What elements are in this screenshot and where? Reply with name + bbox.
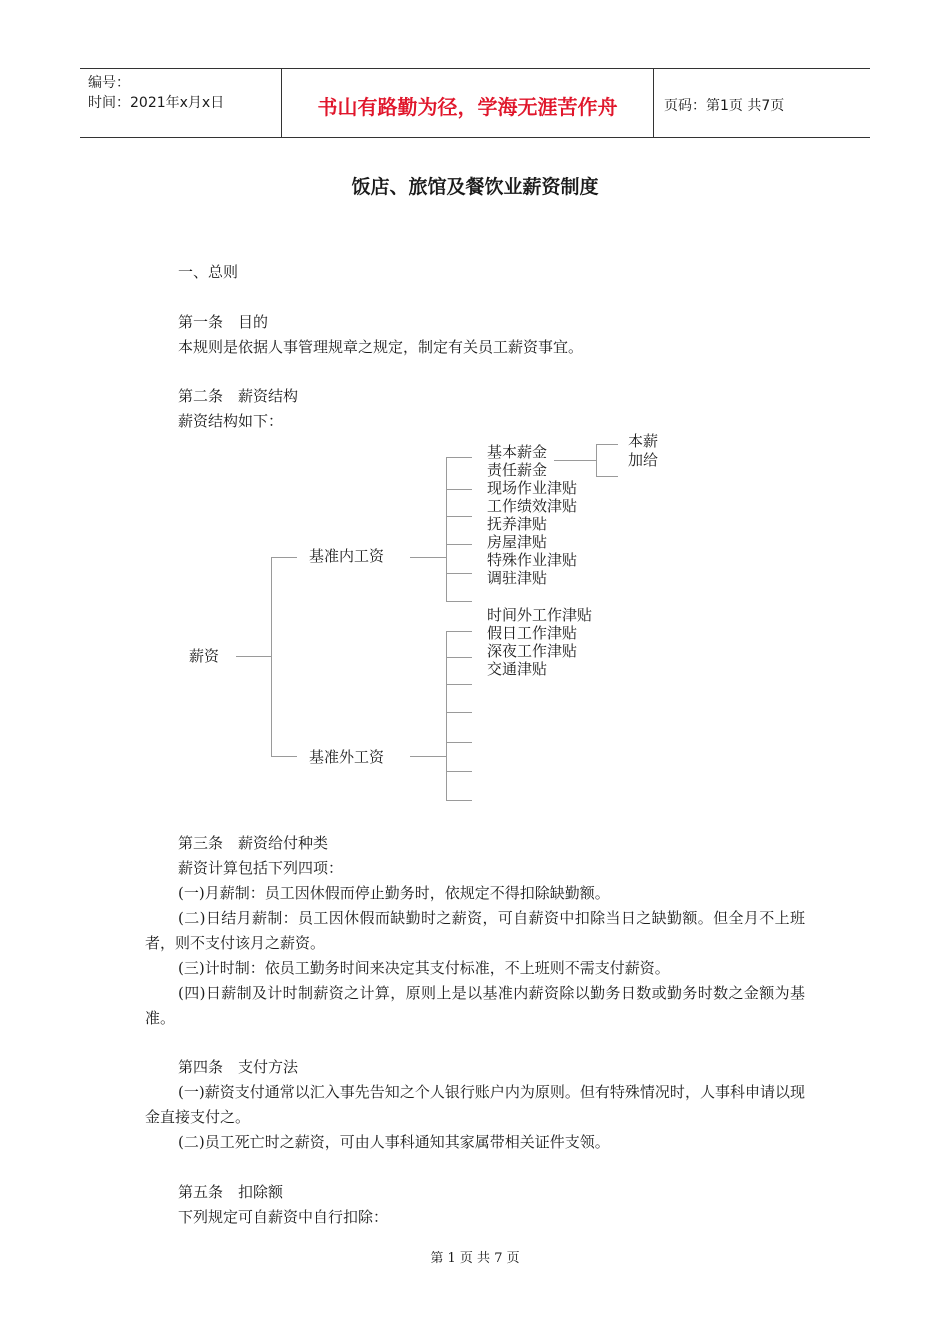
connector-line [446, 573, 472, 574]
diagram-sub-item: 加给 [628, 451, 659, 469]
connector-line [271, 557, 272, 756]
diagram-item: 责任薪金 [487, 461, 548, 479]
diagram-item: 调驻津贴 [487, 569, 548, 587]
header-motto: 书山有路勤为径，学海无涯苦作舟 [317, 95, 618, 119]
header-page-label: 页码：第1页 共7页 [664, 98, 785, 114]
diagram-item: 时间外工作津贴 [487, 606, 593, 624]
diagram-item: 现场作业津贴 [487, 479, 578, 497]
diagram-item: 基本薪金 [487, 443, 548, 461]
connector-line [596, 444, 597, 476]
diagram-item: 交通津贴 [487, 660, 548, 678]
article-text: 下列规定可自薪资中自行扣除： [178, 1208, 389, 1226]
article-title: 第一条 目的 [178, 313, 269, 331]
article-paragraph: (一)月薪制：员工因休假而停止勤务时，依规定不得扣除缺勤额。 [178, 884, 610, 902]
header-meta [88, 73, 224, 113]
connector-line [410, 557, 447, 558]
connector-line [446, 742, 472, 743]
section-heading: 一、总则 [178, 263, 239, 281]
page-footer: 第 1 页 共 7 页 [430, 1251, 520, 1266]
article-title: 第四条 支付方法 [178, 1058, 299, 1076]
connector-line [596, 476, 618, 477]
connector-line [236, 656, 272, 657]
connector-line [271, 756, 297, 757]
article-text: 本规则是依据人事管理规章之规定，制定有关员工薪资事宜。 [178, 338, 584, 356]
connector-line [446, 684, 472, 685]
article-paragraph: (一)薪资支付通常以汇入事先告知之个人银行账户内为原则。但有特殊情况时，人事科申请以现金直接支付之。 [145, 1083, 805, 1126]
connector-line [446, 457, 472, 458]
diagram-item: 房屋津贴 [487, 533, 548, 551]
connector-line [446, 516, 472, 517]
number-label: 编号： [88, 75, 130, 91]
article-text: 薪资计算包括下列四项： [178, 859, 344, 877]
diagram-sub-item: 本薪 [628, 432, 659, 450]
article-title: 第三条 薪资给付种类 [178, 834, 329, 852]
article-paragraph: (二)员工死亡时之薪资，可由人事科通知其家属带相关证件支领。 [178, 1133, 610, 1151]
document-header [80, 68, 870, 138]
article-paragraph: (二)日结月薪制：员工因休假而缺勤时之薪资，可自薪资中扣除当日之缺勤额。但全月不上班者，则不支付该月之薪资。 [145, 909, 805, 952]
header-divider [653, 69, 654, 137]
diagram-branch-outer: 基准外工资 [309, 748, 385, 766]
article-title: 第五条 扣除额 [178, 1183, 284, 1201]
diagram-branch-inner: 基准内工资 [309, 547, 385, 565]
time-label: 时间：2021年x月x日 [88, 95, 225, 111]
connector-line [446, 457, 447, 601]
connector-line [554, 460, 596, 461]
article-title: 第二条 薪资结构 [178, 387, 299, 405]
article-paragraph: (三)计时制：依员工勤务时间来决定其支付标准，不上班则不需支付薪资。 [178, 959, 670, 977]
connector-line [446, 489, 472, 490]
article-paragraph: (四)日薪制及计时制薪资之计算，原则上是以基准内薪资除以勤务日数或勤务时数之金额为基准。 [145, 984, 805, 1027]
diagram-item: 深夜工作津贴 [487, 642, 578, 660]
diagram-item: 特殊作业津贴 [487, 551, 578, 569]
document-title: 饭店、旅馆及餐饮业薪资制度 [351, 176, 599, 198]
connector-line [446, 712, 472, 713]
connector-line [446, 631, 472, 632]
connector-line [446, 601, 472, 602]
article-text: 薪资结构如下： [178, 412, 284, 430]
connector-line [446, 800, 472, 801]
diagram-root: 薪资 [189, 647, 220, 665]
connector-line [446, 657, 472, 658]
connector-line [446, 544, 472, 545]
connector-line [446, 771, 472, 772]
connector-line [271, 557, 297, 558]
diagram-item: 抚养津贴 [487, 515, 548, 533]
connector-line [410, 756, 447, 757]
diagram-item: 工作绩效津贴 [487, 497, 578, 515]
diagram-item: 假日工作津贴 [487, 624, 578, 642]
connector-line [596, 444, 618, 445]
